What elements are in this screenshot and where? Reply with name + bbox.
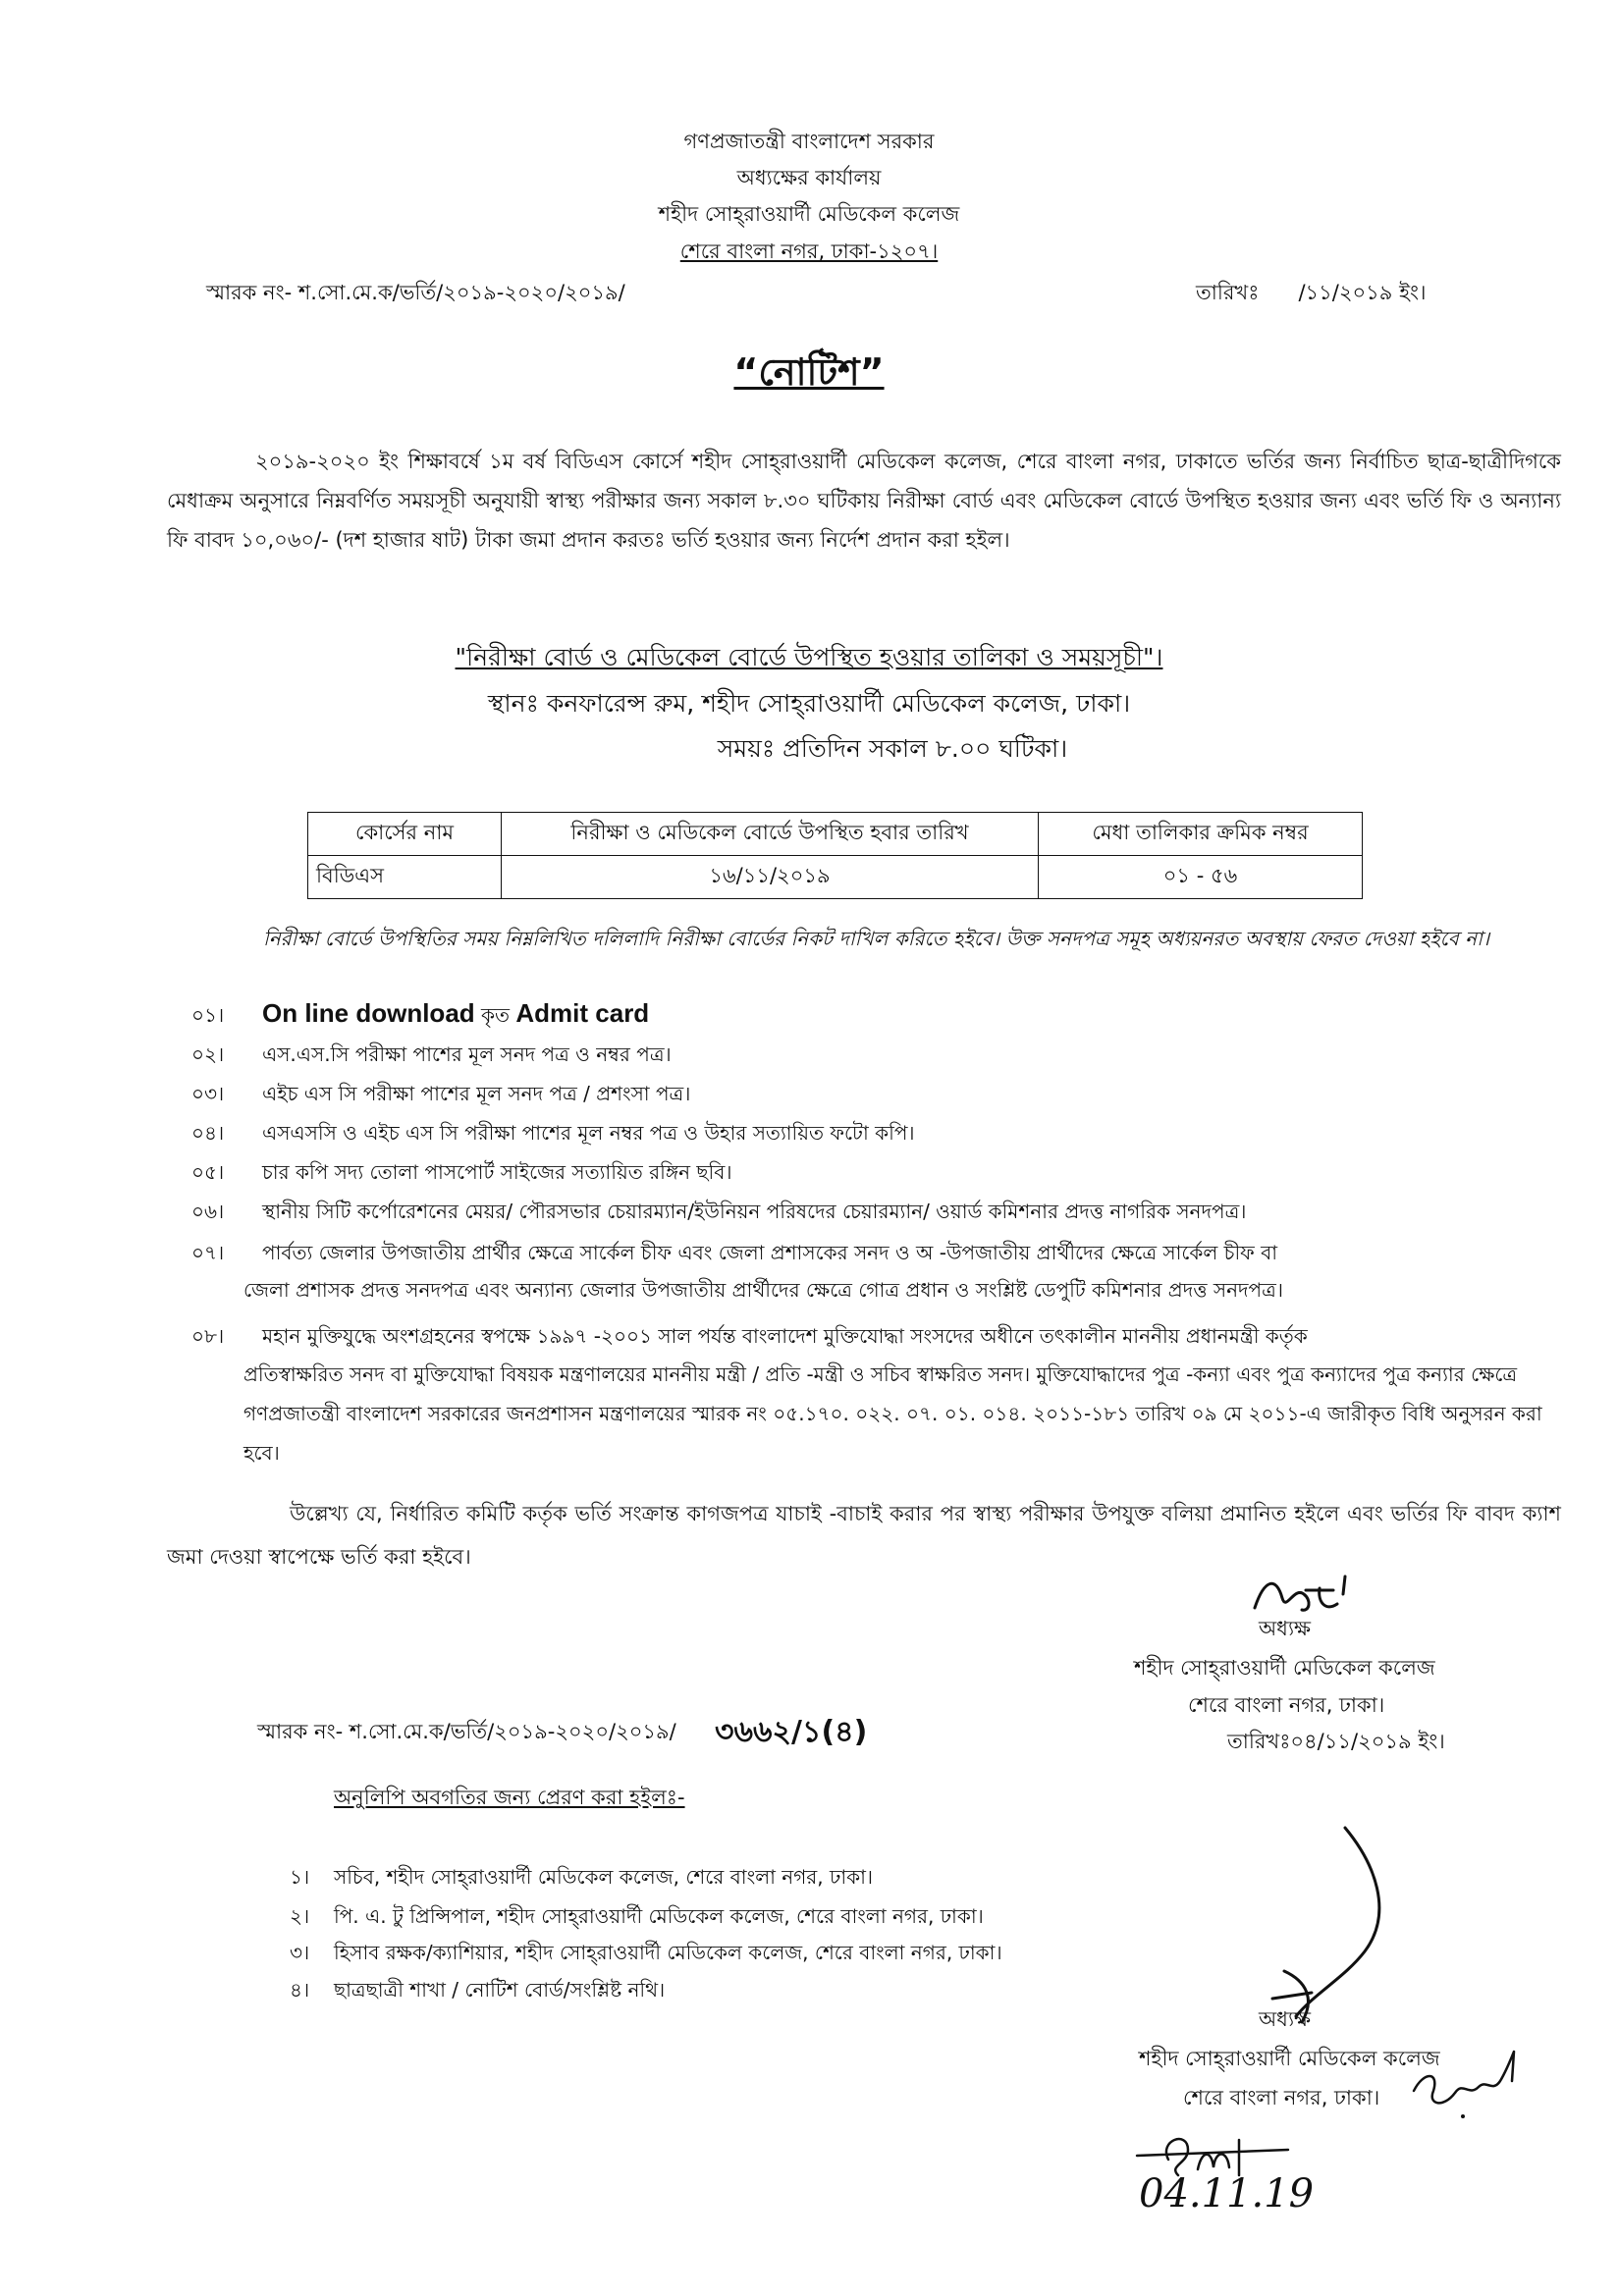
list-item-continuation: প্রতিস্বাক্ষরিত সনদ বা মুক্তিযোদ্ধা বিষয়ক মন্ত্রণালয়ের মাননীয় মন্ত্রী / প্রতি -মন্ত্রী ও সচিব স্বাক্ষরিত সনদ। মুক্তিযোদ্ধাদের পুত্র -কন্যা এবং পুত্র কন্যাদের পুত্র কন্যার ক্ষেত্রে গণপ্রজাতন্ত্রী বাংলাদেশ সরকারের জনপ্রশাসন মন্ত্রণালয়ের স্মারক নং ০৫.১৭০. ০২২. ০৭. ০১. ০১৪. ২০১১-১৮১ তারিখ ০৯ মে ২০১১-এ জারীকৃত বিধি অনুসরন করা হবে। <box>243 1362 1542 1465</box>
address-header <box>0 236 1618 270</box>
list-item <box>290 1934 1002 1971</box>
closing-paragraph: উল্লেখ্য যে, নির্ধারিত কমিটি কর্তৃক ভর্তি সংক্রান্ত কাগজপত্র যাচাই -বাচাই করার পর স্বাস্থ্য পরীক্ষার উপযুক্ত বলিয়া প্রমানিত হইলে এবং ভর্তির ফি বাবদ ক্যাশ জমা দেওয়া স্বাপেক্ষে ভর্তি করা হইবে। <box>167 1502 1561 1569</box>
documents-note: নিরীক্ষা বোর্ডে উপস্থিতির সময় নিম্নলিখিত দলিলাদি নিরীক্ষা বোর্ডের নিকট দাখিল করিতে হইবে। উক্ত সনদপত্র সমূহ অধ্যয়নরত অবস্থায় ফেরত দেওয়া হইবে না। <box>263 927 1490 950</box>
list-item <box>191 1234 1586 1271</box>
list-item-text: ছাত্রছাত্রী শাখা / নোটিশ বোর্ড/সংশ্লিষ্ট নথি। <box>334 1978 666 2002</box>
signature1-date: তারিখঃ০৪/১১/২০১৯ ইং। <box>1227 1730 1445 1753</box>
principal-signature-2 <box>1247 1824 1404 2030</box>
list-item-number: ০৪। <box>191 1121 225 1145</box>
list-item-number: ০২। <box>191 1042 225 1066</box>
signature2-address: শেরে বাংলা নগর, ঢাকা। <box>1183 2086 1380 2109</box>
table-cell-serial: ০১ - ৫৬ <box>1039 856 1363 899</box>
memo2-handwritten-number: ৩৬৬২/১(৪) <box>715 1715 868 1749</box>
list-item-number: ৩। <box>290 1941 310 1964</box>
initials-signature <box>1404 2042 1532 2120</box>
table-header-course: কোর্সের নাম <box>308 813 502 856</box>
schedule-time: সময়ঃ প্রতিদিন সকাল ৮.০০ ঘটিকা। <box>717 734 1068 763</box>
list-item-text: সচিব, শহীদ সোহ্‌রাওয়ার্দী মেডিকেল কলেজ, শেরে বাংলা নগর, ঢাকা। <box>334 1865 874 1889</box>
list-item <box>191 1075 1586 1112</box>
list-item-continuation: জেলা প্রশাসক প্রদত্ত সনদপত্র এবং অন্যান্য জেলার উপজাতীয় প্রার্থীদের ক্ষেত্রে গোত্র প্রধান ও সংশ্লিষ্ট ডেপুটি কমিশনার প্রদত্ত সনদপত্র। <box>243 1278 1283 1302</box>
handwritten-date: 04.11.19 <box>1139 2171 1315 2216</box>
list-item-number: ০৩। <box>191 1082 225 1105</box>
list-item-number: ০৮। <box>191 1324 225 1348</box>
list-item <box>290 1897 984 1935</box>
list-item-number: ০৭। <box>191 1241 225 1264</box>
list-item <box>191 1193 1586 1230</box>
list-item-number: ২। <box>290 1904 310 1928</box>
list-item <box>290 1858 873 1896</box>
signature2-college: শহীদ সোহ্‌রাওয়ার্দী মেডিকেল কলেজ <box>1139 2047 1440 2070</box>
list-item-number: ০৬। <box>191 1200 225 1223</box>
body-paragraph: ২০১৯-২০২০ ইং শিক্ষাবর্ষে ১ম বর্ষ বিডিএস কোর্সে শহীদ সোহ্‌রাওয়ার্দী মেডিকেল কলেজ, শেরে বাংলা নগর, ঢাকাতে ভর্তির জন্য নির্বাচিত ছাত্র-ছাত্রীদিগকে মেধাক্রম অনুসারে নিম্নবর্ণিত সময়সূচী অনুযায়ী স্বাস্থ্য পরীক্ষার জন্য সকাল ৮.৩০ ঘটিকায় নিরীক্ষা বোর্ড এবং মেডিকেল বোর্ডে উপস্থিত হওয়ার জন্য এবং ভর্তি ফি ও অন্যান্য ফি বাবদ ১০,০৬০/- (দশ হাজার ষাট) টাকা জমা প্রদান করতঃ ভর্তি হওয়ার জন্য নির্দেশ প্রদান করা হইল। <box>167 450 1561 552</box>
signature1-address: শেরে বাংলা নগর, ঢাকা। <box>1188 1693 1385 1717</box>
list-item-admit-pre: On line download <box>262 998 475 1028</box>
schedule-title-text: "নিরীক্ষা বোর্ড ও মেডিকেল বোর্ডে উপস্থিত হওয়ার তালিকা ও সময়সূচী"। <box>455 643 1163 671</box>
list-item-admit-post: Admit card <box>515 998 650 1028</box>
table-cell-course: বিডিএস <box>308 856 502 899</box>
list-item <box>191 1153 1586 1191</box>
memo-date: তারিখঃ /১১/২০১৯ ইং। <box>1196 281 1427 304</box>
notice-title: “নোটিশ” <box>733 350 885 394</box>
list-item-text: চার কপি সদ্য তোলা পাসপোর্ট সাইজের সত্যায়িত রঙ্গিন ছবি। <box>262 1160 732 1184</box>
schedule-table <box>307 812 1363 899</box>
list-item <box>191 1317 1586 1355</box>
list-item-number: ৪। <box>290 1978 310 2002</box>
schedule-place: স্থানঃ কনফারেন্স রুম, শহীদ সোহ্‌রাওয়ার্দী মেডিকেল কলেজ, ঢাকা। <box>487 689 1131 718</box>
list-item-text: মহান মুক্তিযুদ্ধে অংশগ্রহনের স্বপক্ষে ১৯৯৭ -২০০১ সাল পর্যন্ত বাংলাদেশ মুক্তিযোদ্ধা সংসদের অধীনে তৎকালীন মাননীয় প্রধানমন্ত্রী কর্তৃক <box>262 1324 1308 1348</box>
list-item-admit-mid: কৃত <box>474 1003 516 1027</box>
signature2-title: অধ্যক্ষ <box>1259 2007 1312 2031</box>
memo2-ref: স্মারক নং- শ.সো.মে.ক/ভর্তি/২০১৯-২০২০/২০১৯/ <box>257 1720 676 1743</box>
list-item-number: ১। <box>290 1865 310 1889</box>
list-item <box>191 994 1586 1034</box>
list-item <box>191 1114 1586 1151</box>
table-header-date: নিরীক্ষা ও মেডিকেল বোর্ডে উপস্থিত হবার তারিখ <box>502 813 1039 856</box>
list-item-text: পি. এ. টু প্রিন্সিপাল, শহীদ সোহ্‌রাওয়ার্দী মেডিকেল কলেজ, শেরে বাংলা নগর, ঢাকা। <box>334 1904 984 1928</box>
signature1-title: অধ্যক্ষ <box>1259 1617 1312 1640</box>
college-name-header: শহীদ সোহ্‌রাওয়ার্দী মেডিকেল কলেজ <box>658 202 960 226</box>
table-header-serial: মেধা তালিকার ক্রমিক নম্বর <box>1039 813 1363 856</box>
signature1-college: শহীদ সোহ্‌রাওয়ার্দী মেডিকেল কলেজ <box>1134 1656 1435 1680</box>
list-item-text: স্থানীয় সিটি কর্পোরেশনের মেয়র/ পৌরসভার চেয়ারম্যান/ইউনিয়ন পরিষদের চেয়ারম্যান/ ওয়ার্ড কমিশনার প্রদত্ত নাগরিক সনদপত্র। <box>262 1200 1247 1223</box>
address-header-text: শেরে বাংলা নগর, ঢাকা-১২০৭। <box>679 240 939 263</box>
office-header: অধ্যক্ষের কার্যালয় <box>736 166 882 189</box>
list-item-text: এইচ এস সি পরীক্ষা পাশের মূল সনদ পত্র / প্রশংসা পত্র। <box>262 1082 691 1105</box>
schedule-title <box>0 638 1618 680</box>
table-row <box>308 856 1363 899</box>
table-header-row <box>308 813 1363 856</box>
cc-heading-text: অনুলিপি অবগতির জন্য প্রেরণ করা হইলঃ- <box>334 1786 685 1809</box>
cc-heading <box>334 1782 685 1816</box>
table-cell-date: ১৬/১১/২০১৯ <box>502 856 1039 899</box>
memo-ref: স্মারক নং- শ.সো.মে.ক/ভর্তি/২০১৯-২০২০/২০১৯/ <box>206 281 625 304</box>
list-item-text: পার্বত্য জেলার উপজাতীয় প্রার্থীর ক্ষেত্রে সার্কেল চীফ এবং জেলা প্রশাসকের সনদ ও অ -উপজাতীয় প্রার্থীদের ক্ষেত্রে সার্কেল চীফ বা <box>262 1241 1278 1264</box>
list-item-text: এসএসসি ও এইচ এস সি পরীক্ষা পাশের মূল নম্বর পত্র ও উহার সত্যায়িত ফটো কপি। <box>262 1121 915 1145</box>
list-item-number: ০৫। <box>191 1160 225 1184</box>
list-item-text: এস.এস.সি পরীক্ষা পাশের মূল সনদ পত্র ও নম্বর পত্র। <box>262 1042 672 1066</box>
govt-header: গণপ্রজাতন্ত্রী বাংলাদেশ সরকার <box>683 130 935 153</box>
list-item <box>290 1971 665 2008</box>
list-item-text: হিসাব রক্ষক/ক্যাশিয়ার, শহীদ সোহ্‌রাওয়ার্দী মেডিকেল কলেজ, শেরে বাংলা নগর, ঢাকা। <box>334 1941 1002 1964</box>
list-item-number: ০১। <box>191 1003 225 1027</box>
list-item <box>191 1036 1586 1073</box>
